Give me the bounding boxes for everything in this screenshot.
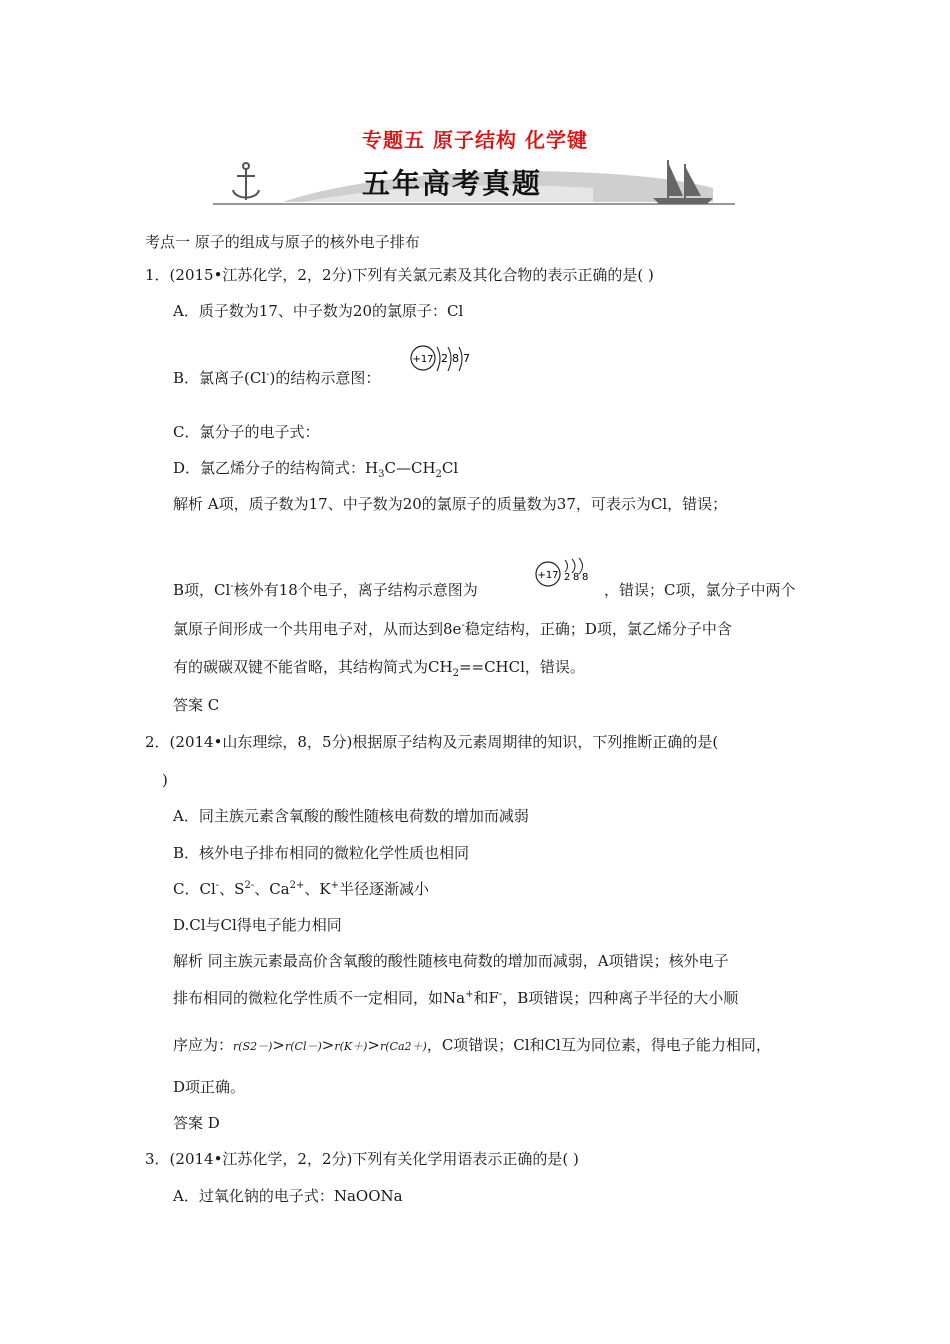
q3-stem: 3．(2014•江苏化学，2，2分)下列有关化学用语表示正确的是( ) xyxy=(145,1150,579,1168)
q1-analysis-line-1: 解析 A项，质子数为17、中子数为20的氯原子的质量数为37，可表示为Cl，错误； xyxy=(173,495,728,513)
q2-option-c: C．Cl-、$S^{2-}$、$Ca^{2+}$、K+半径逐渐减小 xyxy=(173,880,429,898)
q1-nucleus-label: +17 xyxy=(412,354,434,365)
q1-option-c: C．氯分子的电子式： xyxy=(173,423,320,441)
q2-stem: 2．(2014•山东理综，8，5分)根据原子结构及元素周期律的知识，下列推断正确的是( xyxy=(145,733,719,751)
q2-option-a: A．同主族元素含氧酸的酸性随核电荷数的增加而减弱 xyxy=(173,807,529,825)
banner-title: 五年高考真题 xyxy=(362,167,543,200)
q1-analysis-line-2-right: ，错误；C项，氯分子中两个 xyxy=(604,581,796,599)
q1-answer: 答案 C xyxy=(173,696,220,714)
q2-analysis-line-1: 解析 同主族元素最高价含氧酸的酸性随核电荷数的增加而减弱，A项错误；核外电子 xyxy=(173,952,729,970)
page-title: 专题五 原子结构 化学键 xyxy=(362,128,588,152)
q1-analysis-line-4: 有的碳碳双键不能省略，其结构简式为$CH_2==CHCl$，错误。 xyxy=(173,658,585,679)
q2-analysis-line-3: 序应为：r(S2－)>r(Cl－)>r(K＋)>r(Ca2＋)，C项错误；Cl和Cl互为同位素，得电子能力相同， xyxy=(173,1036,771,1054)
radius-2: r(Cl－) xyxy=(284,1040,322,1053)
q1-analysis-line-3: 氯原子间形成一个共用电子对，从而达到8e-稳定结构，正确；D项，氯乙烯分子中含 xyxy=(173,620,732,638)
q1-analysis-shell-1: 2 xyxy=(564,572,571,583)
radius-4: r(Ca2＋) xyxy=(379,1040,427,1053)
q2-stem-continued: ) xyxy=(162,771,168,789)
q1-option-d: D．氯乙烯分子的结构简式：$H_3C—CH_2Cl$ xyxy=(173,459,459,480)
q1-shell-2: 8 xyxy=(452,352,459,365)
q2-option-d: D.Cl与Cl得电子能力相同 xyxy=(173,916,342,934)
q1-analysis-atom-diagram xyxy=(532,556,598,596)
q1-analysis-shell-2: 8 xyxy=(573,572,580,583)
section-heading: 考点一 原子的组成与原子的核外电子排布 xyxy=(145,233,420,251)
q3-option-a: A．过氧化钠的电子式：NaOONa xyxy=(173,1187,403,1205)
q2-analysis-line-2: 排布相同的微粒化学性质不一定相同，如Na+和F-，B项错误；四种离子半径的大小顺 xyxy=(173,989,739,1007)
anchor-icon xyxy=(233,163,259,200)
radius-3: r(K＋) xyxy=(334,1040,368,1053)
q1-option-a: A．质子数为17、中子数为20的氯原子：Cl xyxy=(173,302,464,320)
q1-analysis-nucleus-label: +17 xyxy=(537,570,559,581)
q1-analysis-line-2-left: B项，Cl-核外有18个电子，离子结构示意图为 xyxy=(173,581,478,599)
q1-atom-diagram xyxy=(408,341,472,385)
q2-analysis-line-4: D项正确。 xyxy=(173,1078,246,1096)
q1-analysis-shell-3: 8 xyxy=(582,572,589,583)
q2-answer: 答案 D xyxy=(173,1114,220,1132)
q2-option-b: B．核外电子排布相同的微粒化学性质也相同 xyxy=(173,844,470,862)
q1-shell-1: 2 xyxy=(441,352,448,365)
q1-shell-3: 7 xyxy=(463,352,470,365)
q1-option-b: B．氯离子(Cl-)的结构示意图： xyxy=(173,369,381,387)
q1-stem: 1．(2015•江苏化学，2，2分)下列有关氯元素及其化合物的表示正确的是( ) xyxy=(145,266,654,284)
radius-1: r(S2－) xyxy=(233,1040,273,1053)
